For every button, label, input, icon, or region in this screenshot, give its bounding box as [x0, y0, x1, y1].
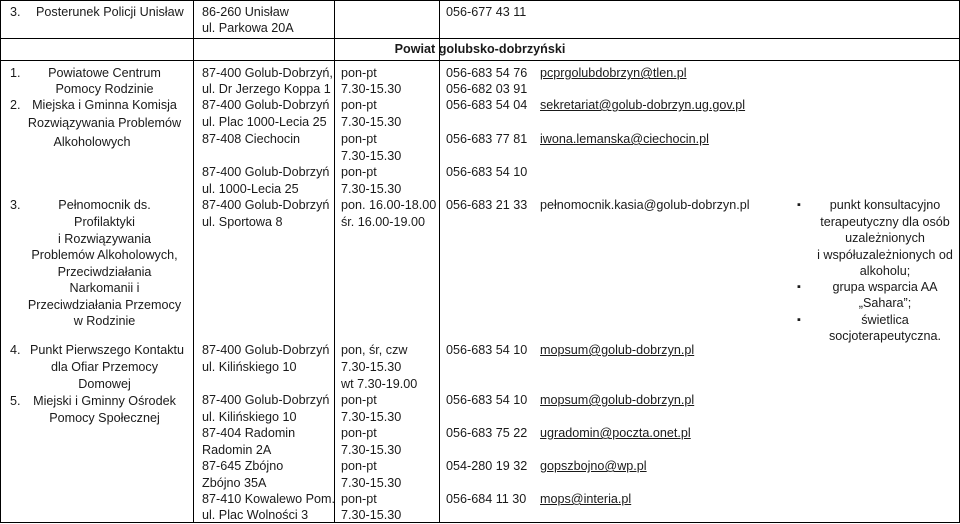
phone: 056-677 43 11 [446, 5, 527, 19]
address-line: ul. Dr Jerzego Koppa 1 [202, 82, 331, 96]
row-num: 3. [10, 5, 21, 19]
entry-name-line: Punkt Pierwszego Kontaktu [29, 343, 184, 357]
entry-num: 3. [10, 198, 21, 212]
note-line: ▪ grupa wsparcia AA [815, 279, 955, 296]
entry-name-line: Pomocy Społecznej [49, 411, 160, 425]
note-line: socjoterapeutyczna. [828, 329, 941, 343]
address-line: ul. Kilińskiego 10 [202, 360, 297, 374]
hours-line: 7.30-15.30 [341, 360, 402, 374]
section-header: Powiat golubsko-dobrzyński [394, 42, 566, 56]
address-line: ul. Sportowa 8 [202, 215, 283, 229]
entry-name-line: i Rozwiązywania [57, 232, 152, 246]
phone: 056-683 54 04 [446, 98, 528, 112]
email-link[interactable]: mopsum@golub-dobrzyn.pl [540, 343, 695, 357]
address-line: ul. Plac Wolności 3 [202, 508, 309, 522]
address-line: 87-404 Radomin [202, 426, 296, 440]
hours-line: pon-pt [341, 393, 377, 407]
entry-name-line: Miejska i Gminna Komisja [32, 98, 177, 112]
email-link[interactable]: mopsum@golub-dobrzyn.pl [540, 393, 695, 407]
hours-line: 7.30-15.30 [341, 115, 402, 129]
note-line: ▪ świetlica [815, 312, 955, 329]
phone: 054-280 19 32 [446, 459, 528, 473]
hours-line: 7.30-15.30 [341, 443, 402, 457]
address-line: 87-400 Golub-Dobrzyń [202, 343, 330, 357]
entry-name-line: Problemów Alkoholowych, [31, 248, 178, 262]
email-link[interactable]: ugradomin@poczta.onet.pl [540, 426, 691, 440]
hours-line: pon-pt [341, 132, 377, 146]
hours-line: pon-pt [341, 492, 377, 506]
note-line: alkoholu; [859, 264, 911, 278]
entry-num: 5. [10, 394, 21, 408]
phone: 056-683 21 33 [446, 198, 528, 212]
entry-name-line: Miejski i Gminny Ośrodek [33, 394, 176, 408]
address-line: Zbójno 35A [202, 476, 267, 490]
phone: 056-682 03 91 [446, 82, 528, 96]
entry-name-line: Profilaktyki [74, 215, 135, 229]
note-line: terapeutyczny dla osób [820, 215, 950, 229]
entry-name-line: dla Ofiar Przemocy [50, 360, 159, 374]
phone: 056-683 54 76 [446, 66, 528, 80]
entry-name-line: Przeciwdziałania [57, 265, 152, 279]
entry-num: 1. [10, 66, 21, 80]
institution-name: Posterunek Policji Unisław [36, 5, 184, 19]
hours-line: wt 7.30-19.00 [341, 377, 418, 391]
hours-line: 7.30-15.30 [341, 149, 402, 163]
email-link[interactable]: sekretariat@golub-dobrzyn.ug.gov.pl [540, 98, 746, 112]
hours-line: 7.30-15.30 [341, 82, 402, 96]
hours-line: 7.30-15.30 [341, 410, 402, 424]
hours-line: pon. 16.00-18.00 [341, 198, 437, 212]
address-line: 87-400 Golub-Dobrzyń [202, 198, 330, 212]
note-line: i współuzależnionych od [817, 248, 953, 262]
phone: 056-684 11 30 [446, 492, 527, 506]
address-line: 87-410 Kowalewo Pom. [202, 492, 336, 506]
hours-line: śr. 16.00-19.00 [341, 215, 426, 229]
phone: 056-683 77 81 [446, 132, 528, 146]
phone: 056-683 54 10 [446, 165, 528, 179]
address-line: 87-400 Golub-Dobrzyń [202, 98, 330, 112]
entry-name-line: Powiatowe Centrum [48, 66, 161, 80]
hours-line: pon, śr, czw [341, 343, 408, 357]
entry-num: 4. [10, 343, 21, 357]
email-text: pełnomocnik.kasia@golub-dobrzyn.pl [540, 198, 750, 212]
hours-line: 7.30-15.30 [341, 476, 402, 490]
address-line: Radomin 2A [202, 443, 272, 457]
email-link[interactable]: gopszbojno@wp.pl [540, 459, 647, 473]
entry-name-line: Pomocy Rodzinie [55, 82, 154, 96]
phone: 056-683 54 10 [446, 393, 528, 407]
address-line: 87-400 Golub-Dobrzyń [202, 393, 330, 407]
address-line: ul. 1000-Lecia 25 [202, 182, 299, 196]
address-line: 87-408 Ciechocin [202, 132, 301, 146]
email-link[interactable]: pcprgolubdobrzyn@tlen.pl [540, 66, 687, 80]
address-line: 87-400 Golub-Dobrzyń [202, 165, 330, 179]
entry-num: 2. [10, 98, 21, 112]
entry-name-line: Alkoholowych [53, 135, 131, 149]
entry-name-line: Rozwiązywania Problemów [27, 116, 182, 130]
address-line: 87-645 Zbójno [202, 459, 284, 473]
entry-name-line: Domowej [78, 377, 131, 391]
hours-line: pon-pt [341, 459, 377, 473]
hours-line: 7.30-15.30 [341, 508, 402, 522]
hours-line: pon-pt [341, 66, 377, 80]
hours-line: pon-pt [341, 98, 377, 112]
entry-name-line: w Rodzinie [73, 314, 136, 328]
email-link[interactable]: iwona.lemanska@ciechocin.pl [540, 132, 709, 146]
entry-name-line: Narkomanii i [69, 281, 140, 295]
address-line: ul. Parkowa 20A [202, 21, 294, 35]
note-line: uzależnionych [845, 231, 925, 245]
address-line: 86-260 Unisław [202, 5, 289, 19]
hours-line: pon-pt [341, 165, 377, 179]
address-line: ul. Plac 1000-Lecia 25 [202, 115, 327, 129]
email-link[interactable]: mops@interia.pl [540, 492, 632, 506]
hours-line: pon-pt [341, 426, 377, 440]
entry-name-line: Pełnomocnik ds. [58, 198, 151, 212]
note-line: „Sahara”; [858, 296, 912, 310]
hours-line: 7.30-15.30 [341, 182, 402, 196]
address-line: ul. Kilińskiego 10 [202, 410, 297, 424]
note-line: ▪ punkt konsultacyjno [815, 197, 955, 214]
phone: 056-683 54 10 [446, 343, 528, 357]
phone: 056-683 75 22 [446, 426, 528, 440]
address-line: 87-400 Golub-Dobrzyń, [202, 66, 333, 80]
entry-name-line: Przeciwdziałania Przemocy [27, 298, 182, 312]
